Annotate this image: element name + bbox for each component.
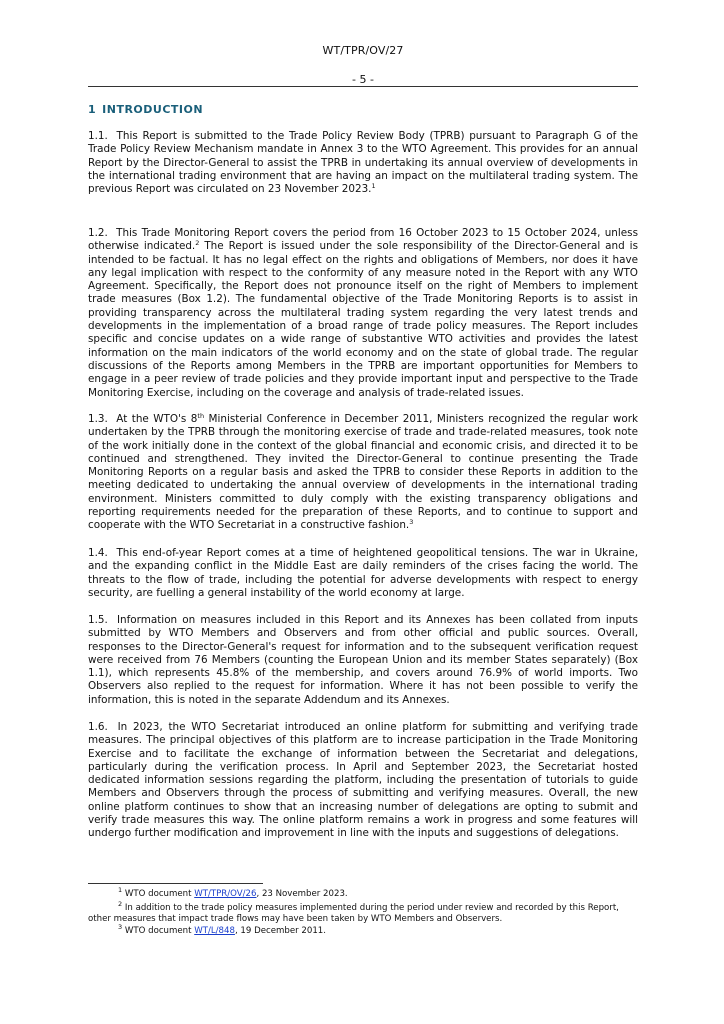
paragraph-1-2 — [88, 227, 638, 400]
paragraph-number: 1.4. — [88, 547, 108, 559]
footnote-text: , 19 December 2011. — [234, 926, 326, 936]
paragraph-text: This Report is submitted to the Trade Policy Review Body (TPRB) pursuant to Paragraph G of the Trade Policy Review Mechanism mandate in Annex 3 to the WTO Agreement. This provides for an annual Report by the Director-General to assist the TPRB in undertaking its annual overview of developments in the international trading environment that are having an impact on the multilateral trading system. The previous Report was circulated on 23 November 2023. — [88, 130, 638, 196]
footnote-text: WTO document — [124, 889, 195, 899]
section-number: 1 — [88, 103, 97, 116]
section-heading — [88, 103, 203, 116]
paragraph-1-6 — [88, 721, 638, 841]
footnote-text: , 23 November 2023. — [256, 889, 348, 899]
footnote-link-wt-tpr-ov-26[interactable]: WT/TPR/OV/26 — [194, 889, 257, 899]
footnote-ref: 1 — [371, 182, 376, 191]
footnote-link-wt-l-848[interactable]: WT/L/848 — [194, 926, 235, 936]
paragraph-text: Information on measures included in this Report and its Annexes has been collated from inputs submitted by WTO Members and Observers and from other official and public sources. Overall, responses to the Director-General's request for information and to the subsequent verification request were received from 76 Members (counting the European Union and its member States separately) (Box 1.1), which represents 45.8% of the membership, and covers around 76.9% of world imports. Two Observers also replied to the request for information. Where it has not been possible to verify the information, this is noted in the separate Addendum and its Annexes. — [88, 614, 638, 706]
paragraph-text: This Trade Monitoring Report covers the period from 16 October 2023 to 15 October 2024, unless otherwise indicated. — [88, 227, 638, 253]
footnote-text: In addition to the trade policy measures implemented during the period under review and recorded by this Report, other measures that impact trade flows may have been taken by WTO Members and Observers. — [88, 903, 619, 924]
footnote-mark: 3 — [118, 923, 123, 931]
paragraph-text: In 2023, the WTO Secretariat introduced an online platform for submitting and verifying trade measures. The principal objectives of this platform are to increase participation in the Trade Monitoring Exercise and to facilitate the exchange of information between the Secretariat and delegations, particularly during the verification process. In April and September 2023, the Secretariat hosted dedicated information sessions regarding the platform, including the presentation of tutorials to guide Members and Observers through the process of submitting and verifying measures. Overall, the new online platform continues to show that an increasing number of delegations are opting to submit and verify trade measures this way. The online platform remains a work in progress and some features will undergo further modification and improvement in line with the inputs and suggestions of delegations. — [88, 721, 638, 840]
paragraph-1-4 — [88, 547, 638, 600]
paragraph-number: 1.1. — [88, 130, 108, 142]
footnote-1 — [88, 886, 638, 900]
section-title: INTRODUCTION — [102, 103, 204, 116]
paragraph-text-continued: The Report is issued under the sole responsibility of the Director-General and is intended to be factual. It has no legal effect on the rights and obligations of Members, nor does it have any legal implication with respect to the conformity of any measure noted in the Report with any WTO Agreement. Specifically, the Report does not pronounce itself on the right of Members to implement trade measures (Box 1.2). The fundamental objective of the Trade Monitoring Reports is to assist in providing transparency across the multilateral trading system regarding the very latest trends and developments in the implementation of a broad range of trade policy measures. The Report includes specific and concise updates on a wide range of substantive WTO activities and provides the latest information on the main indicators of the world economy and on the state of global trade. The regular discussions of the Reports among Members in the TPRB are important opportunities for Members to engage in a peer review of trade policies and they provide important input and perspective to the Trade Monitoring Exercise, including on the coverage and analysis of trade-related issues. — [88, 240, 638, 399]
paragraph-text: This end-of-year Report comes at a time of heightened geopolitical tensions. The war in Ukraine, and the expanding conflict in the Middle East are daily reminders of the crises facing the world. The threats to the flow of trade, including the potential for adverse developments with respect to energy security, are fuelling a general instability of the world economy at large. — [88, 547, 638, 599]
footnote-text: WTO document — [124, 926, 195, 936]
paragraph-number: 1.3. — [88, 413, 108, 425]
paragraph-text-continued: Ministerial Conference in December 2011, Ministers recognized the regular work undertaken by the TPRB through the monitoring exercise of trade and trade-related measures, took note of the work initially done in the context of the global financial and economic crisis, and directed it to be continued and strengthened. They invited the Director-General to continue presenting the Trade Monitoring Reports on a regular basis and asked the TPRB to consider these Reports in addition to the meeting dedicated to undertaking the annual overview of developments in the international trading environment. Ministers committed to duly comply with the existing transparency obligations and reporting requirements needed for the preparation of these Reports, and to continue to support and cooperate with the WTO Secretariat in a constructive fashion. — [88, 413, 638, 532]
footnote-mark: 1 — [118, 886, 123, 894]
ordinal-suffix: th — [197, 412, 205, 420]
paragraph-1-1 — [88, 130, 638, 196]
footnote-3 — [88, 923, 638, 937]
paragraph-text: At the WTO's 8 — [116, 413, 198, 425]
paragraph-number: 1.2. — [88, 227, 108, 239]
page-number: - 5 - — [352, 73, 374, 86]
header-rule — [88, 86, 638, 87]
footnote-mark: 2 — [118, 900, 123, 908]
footnote-ref: 3 — [409, 518, 414, 527]
document-symbol: WT/TPR/OV/27 — [322, 44, 404, 57]
footnote-ref: 2 — [195, 239, 200, 248]
paragraph-number: 1.6. — [88, 721, 108, 733]
footnote-separator — [88, 883, 263, 884]
paragraph-number: 1.5. — [88, 614, 108, 626]
paragraph-1-5 — [88, 614, 638, 707]
footnote-2 — [88, 900, 638, 925]
paragraph-1-3 — [88, 413, 638, 533]
